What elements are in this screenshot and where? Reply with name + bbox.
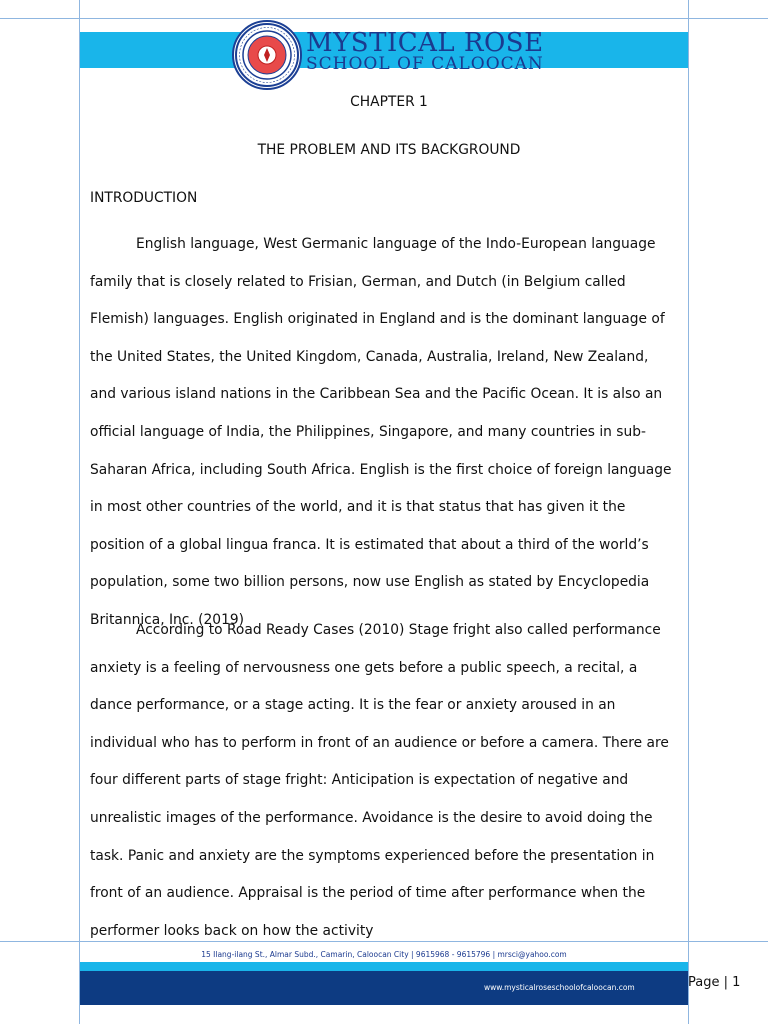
chapter-title: THE PROBLEM AND ITS BACKGROUND — [257, 142, 521, 158]
section-heading: INTRODUCTION — [90, 190, 198, 206]
chapter-number: CHAPTER 1 — [350, 94, 428, 110]
paragraph-2-text: According to Road Ready Cases (2010) Stage fright also called performance anxiety is a feeling of nervousness one gets before a public speech, a recital, a dance performance, or a stage acting. It is the fear or anxiety aroused in an individual who has to perform in front of an audience or before a camera. There are four different parts of stage fright: Anticipation is expectation of negative and unrealistic images of the performance. Avoidance is the desire to avoid doing the task. Panic and anxiety are the symptoms experienced before the presentation in front of an audience. Appraisal is the period of time after performance when the performer looks back on how the activity — [90, 622, 669, 939]
paragraph-2 — [90, 612, 675, 950]
margin-guide-left — [79, 0, 80, 1024]
page-number: Page | 1 — [688, 975, 741, 990]
footer-stripe — [80, 962, 688, 971]
paragraph-1 — [90, 226, 675, 640]
school-name-line2: SCHOOL OF CALOOCAN — [306, 54, 544, 74]
margin-guide-top — [0, 18, 768, 19]
paragraph-1-text: English language, West Germanic language of the Indo-European language family that is closely related to Frisian, German, and Dutch (in Belgium called Flemish) languages. English originated in England and is the dominant language of the United States, the United Kingdom, Canada, Australia, Ireland, New Zealand, and various island nations in the Caribbean Sea and the Pacific Ocean. It is also an official language of India, the Philippines, Singapore, and many countries in sub-Saharan Africa, including South Africa. English is the first choice of foreign language in most other countries of the world, and it is that status that has given it the position of a global lingua franca. It is estimated that about a third of the world’s population, some two billion persons, now use English as stated by Encyclopedia Britannica, Inc. (2019) — [90, 236, 672, 628]
school-name-line1: MYSTICAL ROSE — [306, 28, 544, 58]
school-name — [306, 30, 544, 73]
footer-address: 15 Ilang-ilang St., Almar Subd., Camarin, Caloocan City | 9615968 - 9615796 | mrsci@yahoo.com — [201, 950, 567, 959]
footer-website: www.mysticalroseschoolofcaloocan.com — [484, 983, 635, 992]
school-seal-logo — [232, 20, 302, 90]
margin-guide-right — [688, 0, 689, 1024]
